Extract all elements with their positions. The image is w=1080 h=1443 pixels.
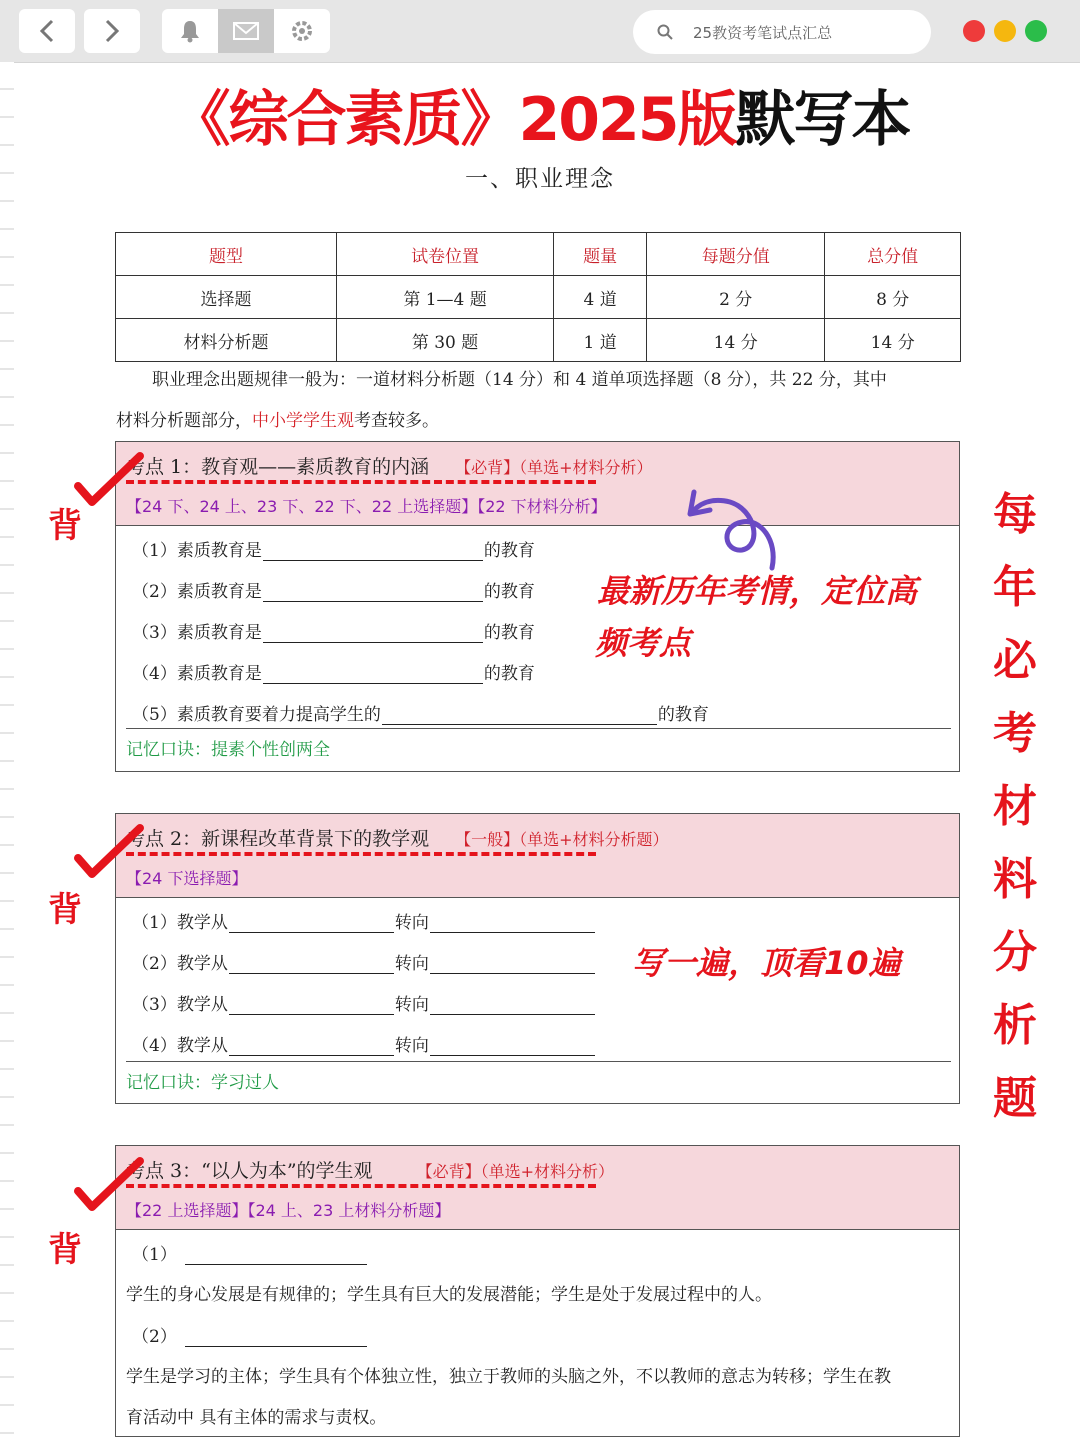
intro-paragraph-line2 <box>116 410 962 432</box>
point-1-years: 【24 下、24 上、23 下、22 下、22 上选择题】【22 下材料分析】 <box>126 497 607 516</box>
forward-button[interactable] <box>84 9 140 53</box>
point-2-header <box>116 814 959 898</box>
point-3-box <box>115 1145 960 1437</box>
fill-text: （5）素质教育要着力提高学生的 <box>132 705 381 725</box>
fill-text: 的教育 <box>483 623 535 643</box>
fill-text: （4）素质教育是 <box>132 664 262 684</box>
table-cell: 材料分析题 <box>116 319 337 362</box>
fill-text: 的教育 <box>483 582 535 602</box>
point-1-header <box>116 442 959 526</box>
answer-blank[interactable] <box>185 1246 367 1265</box>
fill-text: （2）素质教育是 <box>132 582 262 602</box>
page-edge-marks <box>0 62 14 1443</box>
fill-text: 的教育 <box>483 664 535 684</box>
answer-blank[interactable] <box>430 914 595 933</box>
point-title-text: 考点 1：教育观——素质教育的内涵 <box>126 456 430 478</box>
checkmark-icon <box>70 822 150 882</box>
fill-item <box>132 577 535 602</box>
answer-blank[interactable] <box>229 1037 394 1056</box>
fill-text: （2）教学从 <box>132 954 228 974</box>
search-icon <box>657 24 673 40</box>
point-tag: 【一般】（单选+材料分析题） <box>455 830 669 849</box>
table-header-cell: 每题分值 <box>647 233 825 276</box>
fill-item <box>132 659 535 684</box>
fill-text: 转向 <box>394 995 429 1015</box>
fill-text: （1）教学从 <box>132 913 228 933</box>
point-title-text: 考点 3：“以人为本”的学生观 <box>126 1160 373 1182</box>
fill-text: （1） <box>132 1245 177 1265</box>
gear-icon <box>290 19 314 43</box>
mail-icon <box>233 21 259 41</box>
back-button[interactable] <box>19 9 75 53</box>
answer-sentence: 学生的身心发展是有规律的；学生具有巨大的发展潜能；学生是处于发展过程中的人。 <box>126 1285 772 1305</box>
slogan-char: 材 <box>993 781 1037 832</box>
recite-mark: 背 <box>48 506 82 546</box>
table-cell: 第 1—4 题 <box>337 276 554 319</box>
dashed-underline <box>126 480 596 484</box>
slogan-char: 必 <box>993 635 1037 686</box>
fill-text: （1）素质教育是 <box>132 541 262 561</box>
window-close-dot[interactable] <box>963 20 985 42</box>
slogan-char: 分 <box>993 927 1037 978</box>
fill-text: 转向 <box>394 1036 429 1056</box>
fill-item <box>132 1240 368 1265</box>
fill-text: （4）教学从 <box>132 1036 228 1056</box>
slogan-char: 年 <box>993 562 1037 613</box>
back-icon <box>38 18 56 44</box>
answer-blank[interactable] <box>430 1037 595 1056</box>
fill-text: （3）教学从 <box>132 995 228 1015</box>
slogan-char: 考 <box>993 708 1037 759</box>
answer-blank[interactable] <box>229 914 394 933</box>
intro-paragraph-line1: 职业理念出题规律一般为：一道材料分析题（14 分）和 4 道单项选择题（8 分），共 22 分，其中 <box>152 370 887 390</box>
slogan-char: 料 <box>993 854 1037 905</box>
fill-text: （2） <box>132 1327 177 1347</box>
fill-text: （3）素质教育是 <box>132 623 262 643</box>
point-1-title <box>126 452 653 479</box>
fill-item <box>132 700 709 725</box>
fill-text: 转向 <box>394 954 429 974</box>
fill-item <box>132 1031 596 1056</box>
point-tag: 【必背】（单选+材料分析） <box>455 458 653 477</box>
table-header-cell: 试卷位置 <box>337 233 554 276</box>
fill-item <box>132 949 596 974</box>
table-row <box>116 319 961 362</box>
notifications-button[interactable] <box>162 9 218 53</box>
answer-blank[interactable] <box>430 955 595 974</box>
title-black-part: 默写本 <box>735 85 910 155</box>
score-table <box>115 232 961 362</box>
section-heading: 一、职业理念 <box>465 166 615 192</box>
recite-mark: 背 <box>48 890 82 930</box>
table-cell: 选择题 <box>116 276 337 319</box>
answer-blank[interactable] <box>185 1328 367 1347</box>
fill-item <box>132 908 596 933</box>
slogan-char: 每 <box>993 489 1037 540</box>
fill-item <box>132 536 535 561</box>
curved-arrow-icon <box>680 480 790 575</box>
slogan-char: 题 <box>993 1073 1037 1124</box>
slogan-char: 析 <box>993 1000 1037 1051</box>
title-red-part: 《综合素质》2025版 <box>170 85 736 155</box>
point-2-years: 【24 下选择题】 <box>126 869 248 888</box>
page-title <box>0 72 1080 158</box>
window-maximize-dot[interactable] <box>1025 20 1047 42</box>
intro-text: 材料分析题部分， <box>116 411 252 431</box>
answer-sentence: 学生是学习的主体；学生具有个体独立性，独立于教师的头脑之外，不以教师的意志为转移；学生在教 <box>126 1367 891 1387</box>
point-3-title <box>126 1156 614 1183</box>
settings-button[interactable] <box>274 9 330 53</box>
table-header-cell: 题量 <box>554 233 647 276</box>
answer-blank[interactable] <box>263 583 483 602</box>
dashed-underline <box>126 1184 596 1188</box>
answer-blank[interactable] <box>263 542 483 561</box>
recite-mark: 背 <box>48 1230 82 1270</box>
mnemonic: 记忆口诀：学习过人 <box>126 1061 951 1104</box>
checkmark-icon <box>70 1155 150 1215</box>
answer-sentence: 育活动中 具有主体的需求与责权。 <box>126 1408 387 1428</box>
table-cell: 2 分 <box>647 276 825 319</box>
fill-item <box>132 990 596 1015</box>
search-bar[interactable] <box>633 10 931 54</box>
table-cell: 8 分 <box>825 276 961 319</box>
vertical-slogan <box>988 478 1042 1135</box>
answer-blank[interactable] <box>229 955 394 974</box>
table-header-cell: 题型 <box>116 233 337 276</box>
table-header-row <box>116 233 961 276</box>
note-write-once: 写一遍，顶看10遍 <box>632 944 901 982</box>
answer-blank[interactable] <box>382 706 657 725</box>
table-cell: 1 道 <box>554 319 647 362</box>
point-title-text: 考点 2：新课程改革背景下的教学观 <box>126 828 430 850</box>
note-recent-exams-line2: 频考点 <box>595 624 692 662</box>
point-3-years: 【22 上选择题】【24 上、23 上材料分析题】 <box>126 1201 451 1220</box>
point-2-title <box>126 824 669 851</box>
mnemonic: 记忆口诀：提素个性创两全 <box>126 728 951 772</box>
intro-text: 考查较多。 <box>354 411 439 431</box>
intro-highlight: 中小学学生观 <box>252 411 354 431</box>
search-text: 25教资考笔试点汇总 <box>693 23 833 42</box>
fill-text: 的教育 <box>483 541 535 561</box>
fill-text: 的教育 <box>657 705 709 725</box>
checkmark-icon <box>70 450 150 510</box>
answer-blank[interactable] <box>263 624 483 643</box>
table-cell: 14 分 <box>647 319 825 362</box>
mail-button[interactable] <box>218 9 274 53</box>
bell-icon <box>179 19 201 43</box>
table-cell: 14 分 <box>825 319 961 362</box>
point-tag: 【必背】（单选+材料分析） <box>416 1162 614 1181</box>
answer-blank[interactable] <box>430 996 595 1015</box>
table-cell: 第 30 题 <box>337 319 554 362</box>
browser-toolbar <box>0 0 1080 63</box>
fill-item <box>132 618 535 643</box>
point-3-header <box>116 1146 959 1230</box>
forward-icon <box>103 18 121 44</box>
dashed-underline <box>126 852 596 856</box>
answer-blank[interactable] <box>229 996 394 1015</box>
table-cell: 4 道 <box>554 276 647 319</box>
fill-text: 转向 <box>394 913 429 933</box>
fill-item <box>132 1322 368 1347</box>
note-recent-exams-line1: 最新历年考情，定位高 <box>597 572 918 610</box>
window-minimize-dot[interactable] <box>994 20 1016 42</box>
table-header-cell: 总分值 <box>825 233 961 276</box>
answer-blank[interactable] <box>263 665 483 684</box>
table-row <box>116 276 961 319</box>
